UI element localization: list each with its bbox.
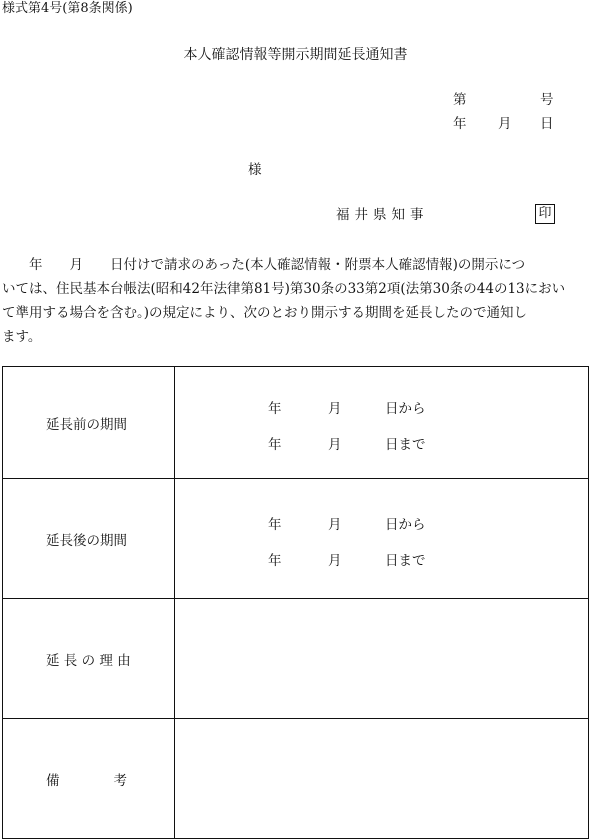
month-label: 月: [328, 436, 342, 453]
from-date-line: [175, 387, 588, 423]
table-row: [3, 367, 589, 479]
year-label: 年: [268, 400, 282, 417]
year-label: 年: [268, 516, 282, 533]
remarks-label: 備 考: [3, 719, 175, 839]
doc-number-suffix: 号: [540, 92, 554, 108]
addressee-suffix: 様: [248, 162, 262, 178]
month-label: 月: [328, 516, 342, 533]
year-label: 年: [268, 552, 282, 569]
year-label: 年: [268, 436, 282, 453]
date-day-label: 日: [540, 116, 554, 132]
reason-value[interactable]: [175, 599, 589, 719]
body-line: ます。: [2, 329, 42, 345]
from-date-line: [175, 503, 588, 539]
period-after-label: 延長後の期間: [3, 479, 175, 599]
date-month-label: 月: [498, 116, 512, 132]
body-line: 年 月 日付けで請求のあった(本人確認情報・附票本人確認情報)の開示につ: [2, 257, 526, 273]
day-from-label: 日から: [385, 516, 426, 533]
day-from-label: 日から: [385, 400, 426, 417]
seal-mark: 印: [535, 204, 555, 224]
period-after-value[interactable]: [175, 479, 589, 599]
body-line: いては、住民基本台帳法(昭和42年法律第81号)第30条の33第2項(法第30条の44の13におい: [2, 281, 566, 297]
table-row: [3, 479, 589, 599]
extension-table: [2, 366, 589, 839]
period-before-label: 延長前の期間: [3, 367, 175, 479]
month-label: 月: [328, 552, 342, 569]
document-title: 本人確認情報等開示期間延長通知書: [183, 47, 408, 63]
issuer-name: 福井県知事: [336, 207, 429, 223]
period-before-value[interactable]: [175, 367, 589, 479]
day-to-label: 日まで: [385, 552, 426, 569]
to-date-line: [175, 539, 588, 575]
body-line: て準用する場合を含む。)の規定により、次のとおり開示する期間を延長したので通知し: [2, 305, 528, 321]
table-row: [3, 599, 589, 719]
remarks-value[interactable]: [175, 719, 589, 839]
notice-body: [2, 253, 588, 349]
to-date-line: [175, 423, 588, 459]
month-label: 月: [328, 400, 342, 417]
table-row: [3, 719, 589, 839]
doc-number-prefix: 第: [453, 92, 467, 108]
day-to-label: 日まで: [385, 436, 426, 453]
date-year-label: 年: [453, 116, 467, 132]
reason-label: 延 長 の 理 由: [3, 599, 175, 719]
form-number: 様式第4号(第8条関係): [2, 1, 133, 16]
